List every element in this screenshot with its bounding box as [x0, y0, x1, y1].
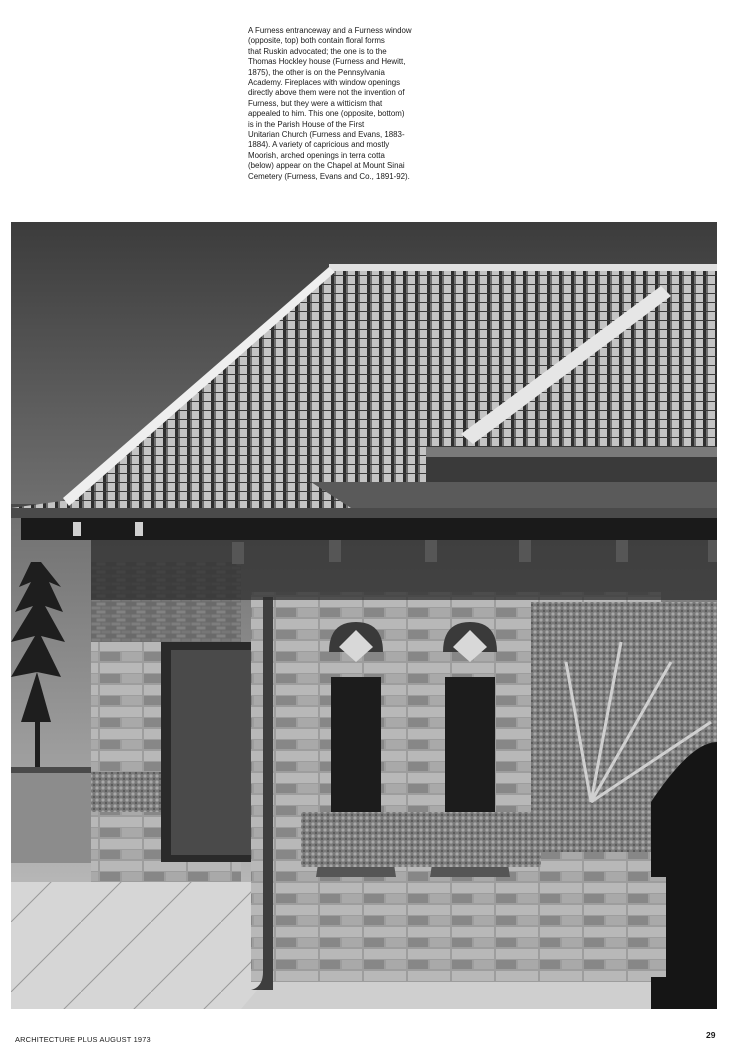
- chapel-photo-illustration: [11, 222, 717, 1009]
- page-number: 29: [706, 1030, 716, 1040]
- chapel-photograph: [11, 222, 717, 1009]
- publication-footer: ARCHITECTURE PLUS AUGUST 1973: [15, 1035, 151, 1044]
- photo-caption: A Furness entranceway and a Furness window (opposite, top) both contain floral forms that Ruskin advocated; the one is to the Thomas Hockley house (Furness and Hewitt, 1875), the other is on the Pennsylvania Academy. Fireplaces with window openings directly above them were not the invention of Furness, but they were a witticism that appealed to him. This one (opposite, bottom) is in the Parish House of the First Unitarian Church (Furness and Evans, 1883- 1884). A variety of capricious and mostly Moorish, arched openings in terra cotta (below) appear on the Chapel at Mount Sinai Cemetery (Furness, Evans and Co., 1891-92).: [248, 26, 412, 181]
